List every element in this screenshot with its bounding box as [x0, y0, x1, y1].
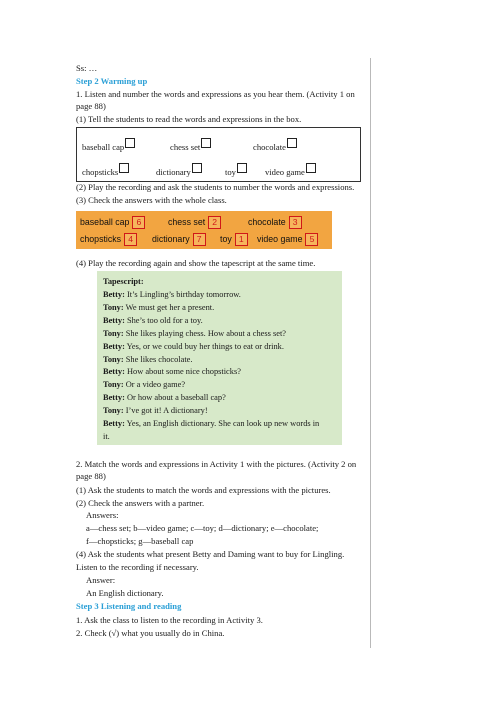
speaker-name: Betty:: [103, 393, 125, 403]
answer-item: chocolate 3: [248, 216, 302, 229]
line-text: it.: [103, 431, 110, 441]
tapescript-line: [103, 431, 110, 442]
tapescript-line: [103, 366, 241, 377]
line-text: I’ve got it! A dictionary!: [123, 406, 208, 416]
line-text: Yes, an English dictionary. She can look up new words in: [124, 419, 320, 428]
answer-item: chopsticks 4: [80, 233, 137, 246]
answer-number: 6: [132, 216, 145, 229]
activity1-page: page 88): [76, 101, 106, 111]
tapescript-line: [103, 289, 241, 300]
body-line: 2. Check (√) what you usually do in China.: [76, 628, 225, 638]
answer-item: dictionary 7: [152, 233, 206, 246]
answer-number: 5: [305, 233, 318, 246]
tapescript-box: [97, 271, 342, 445]
speaker-name: Betty:: [103, 315, 125, 325]
checkbox-icon[interactable]: [201, 138, 211, 148]
word-item: dictionary: [156, 163, 202, 178]
word-item: chopsticks: [82, 163, 129, 178]
tapescript-title: Tapescript:: [103, 277, 144, 286]
speaker-name: Tony:: [103, 406, 124, 416]
answer-number: 1: [235, 233, 248, 246]
speaker-name: Betty:: [103, 290, 125, 299]
checkbox-icon[interactable]: [237, 163, 247, 173]
line-text: She likes chocolate.: [123, 354, 193, 364]
step3-heading: Step 3 Listening and reading: [76, 601, 182, 611]
answer-number: 7: [193, 233, 206, 246]
speaker-name: Tony:: [103, 354, 124, 364]
answer-item: toy 1: [220, 233, 248, 246]
tapescript-line: [103, 328, 286, 339]
tapescript-line: [103, 354, 192, 365]
speaker-name: Tony:: [103, 302, 124, 312]
body-line: 1. Ask the class to listen to the recording in Activity 3.: [76, 615, 263, 625]
body-line: 2. Match the words and expressions in Activity 1 with the pictures. (Activity 2 on: [76, 459, 357, 469]
line-text: She likes playing chess. How about a chess set?: [123, 328, 286, 338]
tapescript-line: [103, 302, 214, 313]
line-text: She’s too old for a toy.: [124, 315, 203, 325]
speaker-name: Tony:: [103, 380, 124, 390]
checkbox-icon[interactable]: [192, 163, 202, 173]
word-item: baseball cap: [82, 138, 135, 153]
line-text: Or how about a baseball cap?: [124, 393, 226, 403]
tapescript-line: [103, 379, 185, 390]
instruction-3: (3) Check the answers with the whole class.: [76, 195, 227, 205]
tapescript-line: [103, 392, 226, 403]
body-line: Answer:: [86, 575, 116, 585]
activity1-instruction: 1. Listen and number the words and expressions as you hear them. (Activity 1 on: [76, 89, 355, 99]
body-line: Listen to the recording if necessary.: [76, 562, 199, 572]
body-line: f—chopsticks; g—baseball cap: [86, 536, 194, 546]
speaker-name: Betty:: [103, 341, 125, 351]
answer-number: 2: [208, 216, 221, 229]
line-text: We must get her a present.: [123, 302, 215, 312]
answer-item: baseball cap 6: [80, 216, 145, 229]
word-item: toy: [225, 163, 247, 178]
line-text: Or a video game?: [123, 380, 186, 390]
line-text: Yes, or we could buy her things to eat or drink.: [124, 341, 284, 351]
checkbox-icon[interactable]: [125, 138, 135, 148]
step2-heading: Step 2 Warming up: [76, 76, 148, 86]
body-line: (1) Ask the students to match the words and expressions with the pictures.: [76, 485, 331, 495]
answer-number: 3: [289, 216, 302, 229]
line-text: How about some nice chopsticks?: [124, 367, 241, 377]
tapescript-line: [103, 405, 208, 416]
answer-strip: [76, 211, 332, 249]
checkbox-icon[interactable]: [119, 163, 129, 173]
body-line: (2) Check the answers with a partner.: [76, 498, 205, 508]
body-line: page 88): [76, 471, 106, 481]
margin-rule: [370, 58, 371, 648]
answer-item: video game 5: [257, 233, 318, 246]
checkbox-icon[interactable]: [287, 138, 297, 148]
speaker-name: Betty:: [103, 419, 125, 428]
speaker-name: Tony:: [103, 328, 124, 338]
tapescript-line: [103, 341, 284, 352]
body-line: a—chess set; b—video game; c—toy; d—dictionary; e—chocolate;: [86, 523, 319, 533]
body-line: Answers:: [86, 510, 119, 520]
line-text: It’s Lingling’s birthday tomorrow.: [124, 290, 241, 299]
ss-line: Ss: …: [76, 63, 98, 73]
tapescript-line: [103, 315, 203, 326]
body-line: (4) Ask the students what present Betty and Daming want to buy for Lingling.: [76, 549, 345, 559]
checkbox-icon[interactable]: [306, 163, 316, 173]
speaker-name: Betty:: [103, 367, 125, 377]
word-box: [76, 127, 361, 182]
word-item: chess set: [170, 138, 211, 153]
instruction-4: (4) Play the recording again and show the tapescript at the same time.: [76, 258, 316, 268]
word-item: video game: [265, 163, 316, 178]
body-line: An English dictionary.: [86, 588, 164, 598]
instruction-2: (2) Play the recording and ask the students to number the words and expressions.: [76, 182, 355, 192]
tapescript-line: [103, 418, 319, 429]
instruction-1: (1) Tell the students to read the words and expressions in the box.: [76, 114, 302, 124]
answer-item: chess set 2: [168, 216, 221, 229]
word-item: chocolate: [253, 138, 297, 153]
answer-number: 4: [124, 233, 137, 246]
